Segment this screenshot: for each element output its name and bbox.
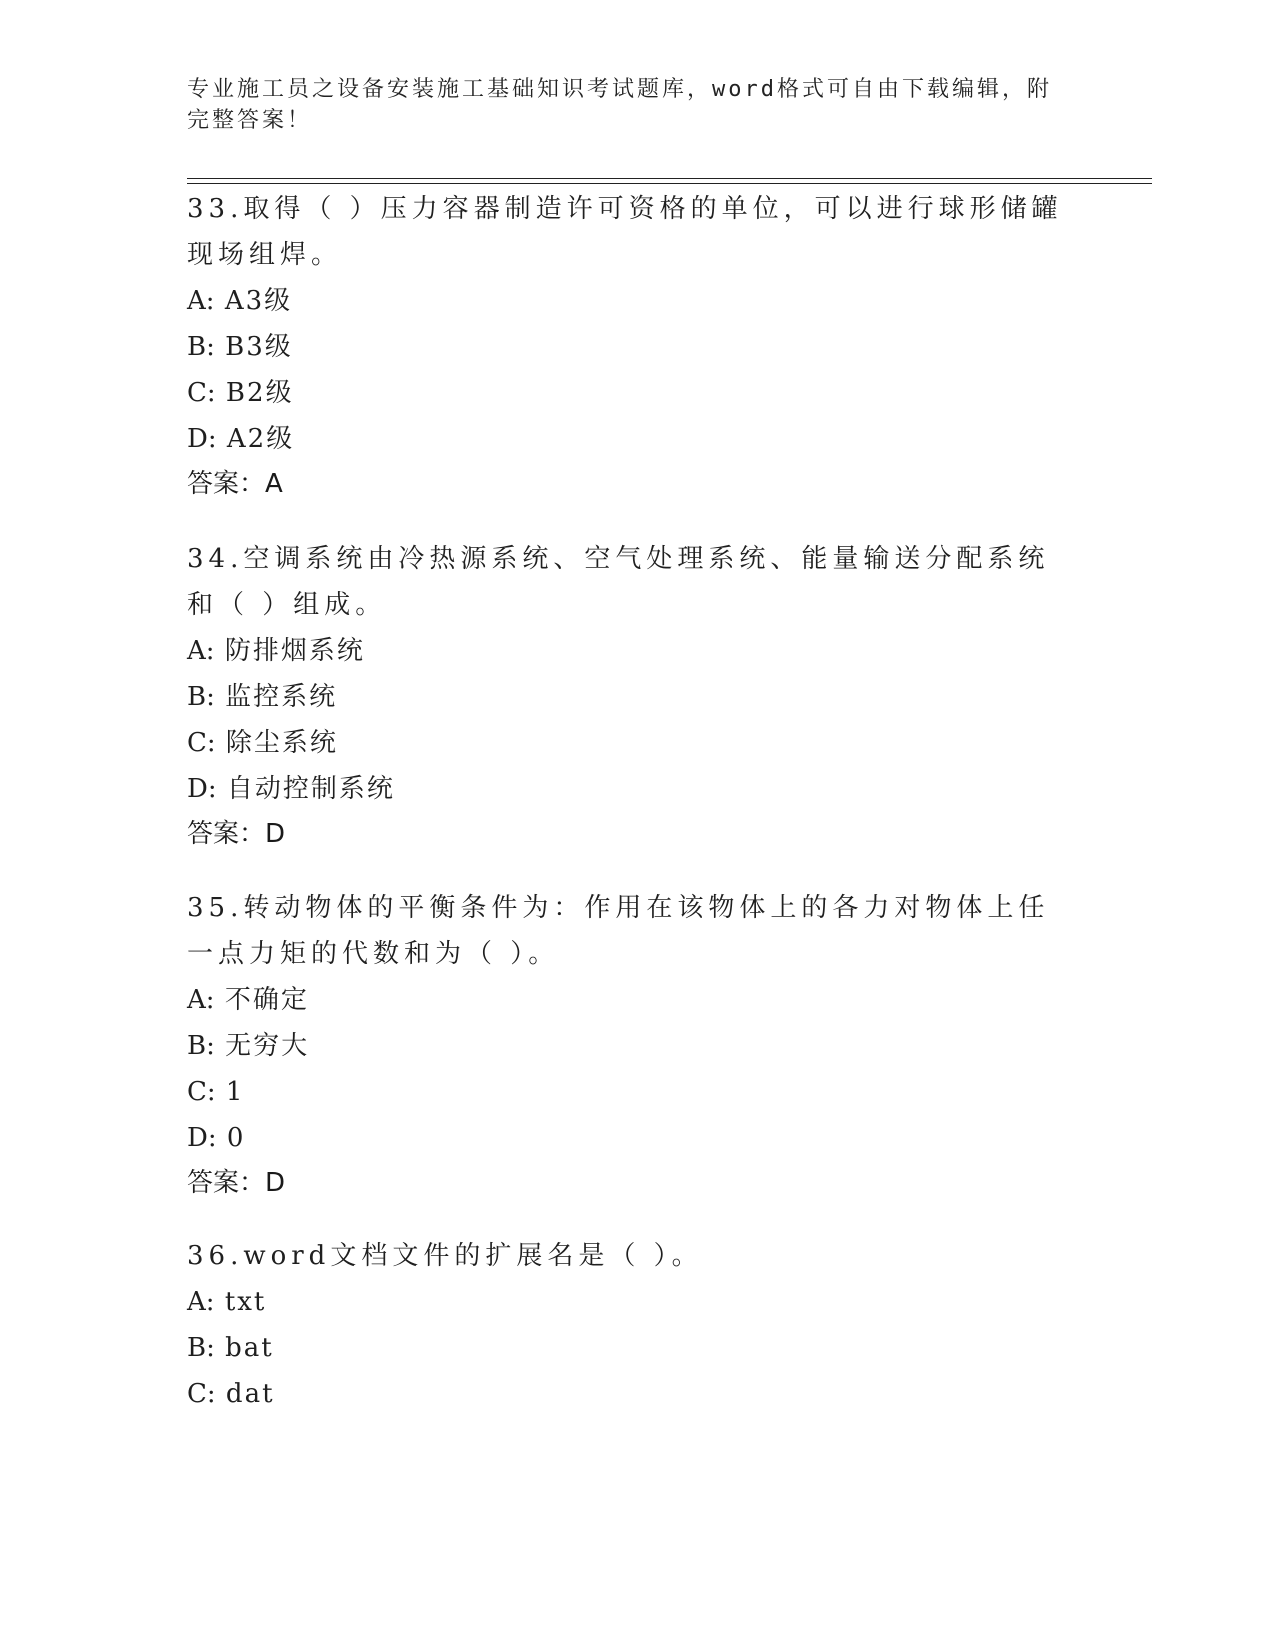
option-text: 0 xyxy=(226,1123,246,1153)
answer-label: 答案： xyxy=(187,469,266,499)
option-text: B2级 xyxy=(225,378,294,408)
option-letter: A: xyxy=(187,985,215,1015)
option-c xyxy=(187,1371,1067,1417)
option-letter: D: xyxy=(187,1123,217,1153)
document-header: 专业施工员之设备安装施工基础知识考试题库，word格式可自由下载编辑，附完整答案！ xyxy=(187,77,1052,133)
option-text: txt xyxy=(224,1287,267,1317)
option-b xyxy=(187,324,1067,370)
answer-line xyxy=(187,462,1067,506)
option-c xyxy=(187,1069,1067,1115)
answer-line xyxy=(187,1161,1067,1205)
answer-value: A xyxy=(265,469,283,499)
option-letter: C: xyxy=(187,1379,216,1409)
option-text: 1 xyxy=(225,1077,245,1107)
option-c xyxy=(187,370,1067,416)
option-a xyxy=(187,977,1067,1023)
option-text: 不确定 xyxy=(224,985,309,1015)
option-d xyxy=(187,416,1067,462)
option-letter: D: xyxy=(187,424,217,454)
option-c xyxy=(187,720,1067,766)
option-text: A2级 xyxy=(226,424,295,454)
question-33 xyxy=(187,186,1067,506)
header-divider-top xyxy=(187,178,1152,179)
answer-value: D xyxy=(265,1168,286,1198)
question-text: 35.转动物体的平衡条件为：作用在该物体上的各力对物体上任一点力矩的代数和为（ ）。 xyxy=(187,893,1050,969)
option-letter: C: xyxy=(187,1077,216,1107)
option-a xyxy=(187,628,1067,674)
option-a xyxy=(187,1279,1067,1325)
option-letter: B: xyxy=(187,332,215,362)
question-text: 34.空调系统由冷热源系统、空气处理系统、能量输送分配系统和（ ）组成。 xyxy=(187,544,1050,620)
option-text: B3级 xyxy=(225,332,293,362)
option-letter: C: xyxy=(187,378,216,408)
option-letter: C: xyxy=(187,728,216,758)
option-letter: D: xyxy=(187,774,217,804)
option-b xyxy=(187,674,1067,720)
option-text: 无穷大 xyxy=(225,1031,310,1061)
question-35 xyxy=(187,885,1067,1205)
option-text: A3级 xyxy=(224,286,293,316)
answer-label: 答案： xyxy=(187,1168,266,1198)
option-letter: A: xyxy=(187,286,215,316)
header-divider-bottom xyxy=(187,183,1152,184)
option-d xyxy=(187,1115,1067,1161)
option-text: 除尘系统 xyxy=(225,728,338,758)
option-letter: B: xyxy=(187,1333,215,1363)
option-text: 监控系统 xyxy=(225,682,338,712)
option-letter: A: xyxy=(187,1287,215,1317)
answer-line xyxy=(187,812,1067,856)
option-d xyxy=(187,766,1067,812)
question-34 xyxy=(187,536,1067,856)
option-text: 自动控制系统 xyxy=(226,774,395,804)
option-text: 防排烟系统 xyxy=(224,636,365,666)
question-text: 33.取得（ ）压力容器制造许可资格的单位，可以进行球形储罐现场组焊。 xyxy=(187,194,1063,270)
option-b xyxy=(187,1023,1067,1069)
option-letter: B: xyxy=(187,1031,215,1061)
question-text: 36.word文档文件的扩展名是（ ）。 xyxy=(187,1241,703,1271)
option-b xyxy=(187,1325,1067,1371)
option-a xyxy=(187,278,1067,324)
option-text: bat xyxy=(225,1333,274,1363)
option-letter: A: xyxy=(187,636,215,666)
option-letter: B: xyxy=(187,682,215,712)
option-text: dat xyxy=(225,1379,275,1409)
answer-label: 答案： xyxy=(187,819,266,849)
answer-value: D xyxy=(265,819,286,849)
question-36 xyxy=(187,1233,1067,1417)
